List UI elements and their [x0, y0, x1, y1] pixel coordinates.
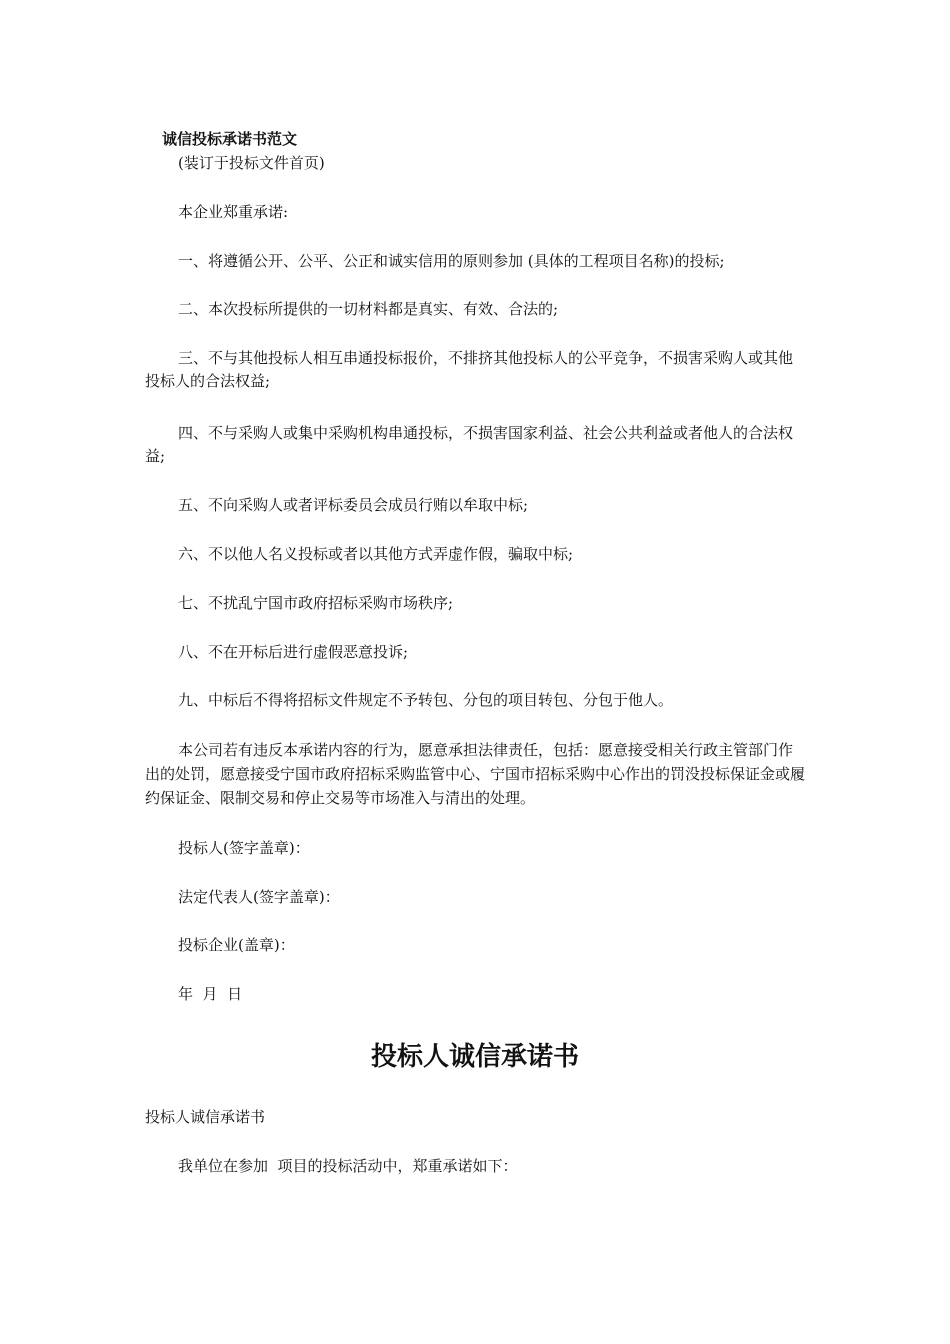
- intro-text: 本企业郑重承诺:: [178, 203, 289, 221]
- second-intro-text: 我单位在参加 项目的投标活动中，郑重承诺如下：: [178, 1157, 518, 1175]
- signature-company: 投标企业(盖章)：: [178, 936, 295, 954]
- second-document-heading: 投标人诚信承诺书: [370, 1042, 579, 1072]
- pledge-item-7: 七、不扰乱宁国市政府招标采购市场秩序;: [178, 594, 454, 612]
- signature-legal-rep: 法定代表人(签字盖章)：: [178, 888, 340, 906]
- pledge-item-5: 五、不向采购人或者评标委员会成员行贿以牟取中标;: [178, 496, 529, 514]
- pledge-item-2: 二、本次投标所提供的一切材料都是真实、有效、合法的;: [178, 300, 559, 318]
- document-subtitle: (装订于投标文件首页): [178, 154, 325, 172]
- signature-bidder: 投标人(签字盖章)：: [178, 839, 310, 857]
- pledge-item-9: 九、中标后不得将招标文件规定不予转包、分包的项目转包、分包于他人。: [178, 691, 674, 709]
- second-document-label: 投标人诚信承诺书: [145, 1108, 266, 1126]
- pledge-item-3: 三、不与其他投标人相互串通投标报价，不排挤其他投标人的公平竞争，不损害采购人或其他投标人的合法权益;: [145, 349, 794, 390]
- signature-date: 年 月 日: [178, 985, 243, 1003]
- pledge-item-8: 八、不在开标后进行虚假恶意投诉;: [178, 643, 409, 661]
- pledge-item-4: 四、不与采购人或集中采购机构串通投标，不损害国家利益、社会公共利益或者他人的合法权益;: [145, 424, 794, 465]
- liability-paragraph: 本公司若有违反本承诺内容的行为，愿意承担法律责任，包括：愿意接受相关行政主管部门作出的处罚，愿意接受宁国市政府招标采购监管中心、宁国市招标采购中心作出的罚没投标保证金或履约保证金、限制交易和停止交易等市场准入与清出的处理。: [145, 741, 806, 807]
- pledge-item-6: 六、不以他人名义投标或者以其他方式弄虚作假，骗取中标;: [178, 545, 574, 563]
- document-title: 诚信投标承诺书范文: [162, 130, 298, 148]
- pledge-item-1: 一、将遵循公开、公平、公正和诚实信用的原则参加 (具体的工程项目名称)的投标;: [178, 252, 725, 270]
